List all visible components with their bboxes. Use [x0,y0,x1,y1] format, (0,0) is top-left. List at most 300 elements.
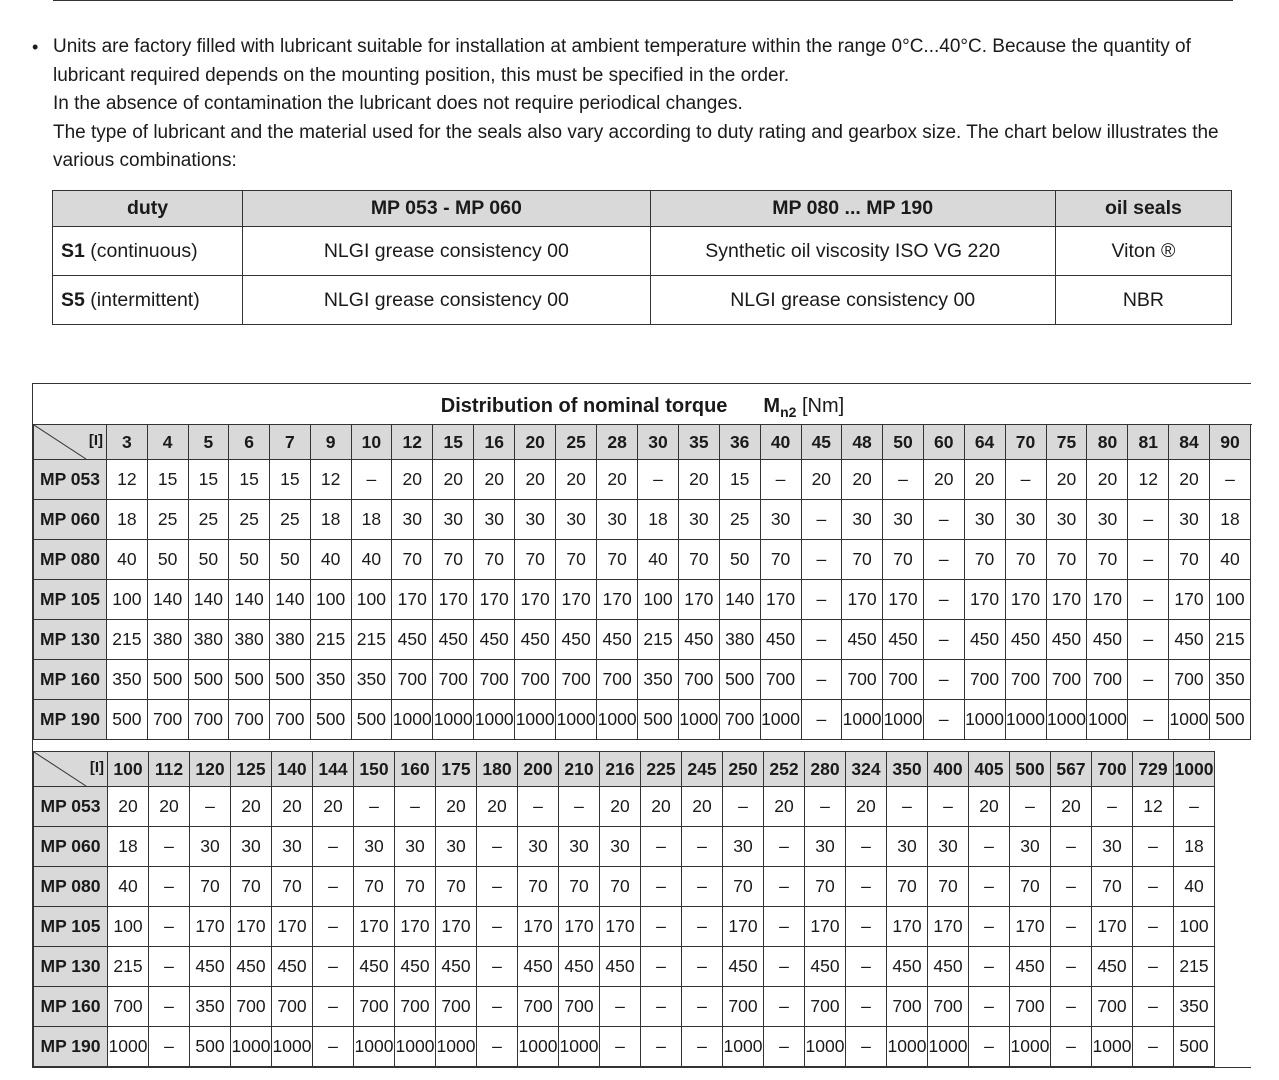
torque-value-cell: 100 [310,580,351,620]
torque-value-cell: 20 [600,787,641,827]
model-name-cell: MP 160 [34,987,108,1027]
torque-value-cell: 100 [107,580,148,620]
torque-value-cell: 70 [1005,540,1046,580]
note-paragraph-3: The type of lubricant and the material used for the seals also vary according to duty rating and gearbox size. The chart below illustrates the various combinations: [53,121,1219,171]
torque-value-cell: 1000 [395,1027,436,1067]
header-oil-seals: oil seals [1055,191,1231,227]
torque-value-cell: 1000 [1168,700,1209,740]
torque-value-cell: – [1128,700,1169,740]
torque-value-cell: 215 [1174,947,1215,987]
torque-value-cell: 30 [272,827,313,867]
ratio-header-cell: 180 [477,752,518,787]
torque-value-cell: – [149,947,190,987]
torque-value-cell: 170 [474,580,515,620]
torque-value-cell: 1000 [272,1027,313,1067]
torque-value-cell: – [1051,907,1092,947]
model-name-cell: MP 080 [34,867,108,907]
torque-value-cell: 500 [1209,700,1250,740]
ratio-header-cell: 90 [1209,425,1250,460]
torque-value-cell: 700 [395,987,436,1027]
torque-value-cell: 70 [887,867,928,907]
torque-value-cell: 170 [1010,907,1051,947]
torque-value-cell: 70 [433,540,474,580]
torque-value-cell: 20 [433,460,474,500]
torque-value-cell: – [760,460,801,500]
torque-value-cell: – [1092,787,1133,827]
torque-value-cell: – [149,827,190,867]
torque-value-cell: 1000 [842,700,883,740]
torque-value-cell: 700 [436,987,477,1027]
header-duty: duty [53,191,243,227]
model-row [34,787,1215,827]
torque-value-cell: – [924,700,965,740]
torque-value-cell: 20 [515,460,556,500]
lubrication-notes [32,33,1262,176]
torque-value-cell: 500 [188,660,229,700]
torque-value-cell: 140 [270,580,311,620]
torque-value-cell: 70 [518,867,559,907]
duty-description: (intermittent) [84,288,200,311]
torque-value-cell: – [801,620,842,660]
torque-value-cell: 450 [964,620,1005,660]
torque-value-cell: 170 [556,580,597,620]
torque-value-cell: 20 [1087,460,1128,500]
ratio-header-cell: 350 [887,752,928,787]
torque-value-cell: 700 [556,660,597,700]
torque-value-cell: 12 [310,460,351,500]
torque-value-cell: 700 [229,700,270,740]
torque-value-cell: – [764,867,805,907]
model-name-cell: MP 053 [34,460,107,500]
ratio-header-cell: 324 [846,752,887,787]
torque-value-cell: 20 [801,460,842,500]
torque-value-cell: – [477,1027,518,1067]
ratio-header-cell: 150 [354,752,395,787]
small-model-lubricant: NLGI grease consistency 00 [243,276,650,325]
ratio-header-cell: 200 [518,752,559,787]
torque-value-cell: 12 [1133,787,1174,827]
torque-value-cell: 20 [477,787,518,827]
torque-value-cell: 70 [964,540,1005,580]
model-name-cell: MP 130 [34,947,108,987]
torque-value-cell: 1000 [678,700,719,740]
torque-value-cell: 1000 [964,700,1005,740]
torque-value-cell: 500 [147,660,188,700]
torque-value-cell: – [641,907,682,947]
torque-value-cell: – [883,460,924,500]
torque-value-cell: 1000 [436,1027,477,1067]
torque-value-cell: – [924,540,965,580]
torque-value-cell: 50 [719,540,760,580]
ratio-header-cell: 35 [678,425,719,460]
note-paragraph-2: In the absence of contamination the lubricant does not require periodical changes. [53,93,743,114]
torque-value-cell: 170 [964,580,1005,620]
model-name-cell: MP 080 [34,540,107,580]
torque-value-cell: 20 [108,787,149,827]
small-model-lubricant: NLGI grease consistency 00 [243,227,650,276]
torque-value-cell: – [149,907,190,947]
torque-value-cell: 170 [1092,907,1133,947]
torque-title-bar [33,384,1252,425]
torque-value-cell: 170 [805,907,846,947]
torque-value-cell: 380 [147,620,188,660]
model-row [34,660,1251,700]
torque-value-cell: – [149,987,190,1027]
torque-value-cell: – [638,460,679,500]
torque-value-cell: 700 [354,987,395,1027]
torque-value-cell: 70 [1010,867,1051,907]
torque-value-cell: – [1133,987,1174,1027]
torque-value-cell: 700 [272,987,313,1027]
torque-value-cell: – [477,907,518,947]
torque-value-cell: 450 [433,620,474,660]
torque-value-cell: – [1128,580,1169,620]
torque-value-cell: 50 [188,540,229,580]
ratio-header-cell: 70 [1005,425,1046,460]
torque-value-cell: – [969,947,1010,987]
torque-value-cell: 40 [351,540,392,580]
torque-value-cell: 70 [231,867,272,907]
torque-value-cell: 700 [559,987,600,1027]
torque-value-cell: 1000 [231,1027,272,1067]
torque-value-cell: 170 [559,907,600,947]
torque-value-cell: 40 [108,867,149,907]
torque-value-cell: 20 [764,787,805,827]
torque-value-cell: 70 [556,540,597,580]
torque-value-cell: 1000 [805,1027,846,1067]
torque-value-cell: – [190,787,231,827]
ratio-header-row [34,425,1251,460]
torque-value-cell: 70 [1087,540,1128,580]
torque-title: Distribution of nominal torque [440,395,728,417]
torque-value-cell: – [354,787,395,827]
torque-value-cell: 170 [1046,580,1087,620]
model-row [34,1027,1215,1067]
torque-value-cell: 40 [1209,540,1250,580]
torque-value-cell: 50 [229,540,270,580]
model-name-cell: MP 160 [34,660,107,700]
model-name-cell: MP 190 [34,700,107,740]
torque-value-cell: 500 [310,700,351,740]
torque-value-cell: 20 [474,460,515,500]
torque-value-cell: – [969,867,1010,907]
torque-value-cell: – [924,660,965,700]
torque-value-cell: 70 [842,540,883,580]
torque-value-cell: 380 [229,620,270,660]
torque-value-cell: 700 [515,660,556,700]
oil-seal-material: NBR [1055,276,1231,325]
model-name-cell: MP 053 [34,787,108,827]
duty-cell [53,276,243,325]
torque-value-cell: 70 [928,867,969,907]
model-name-cell: MP 105 [34,907,108,947]
ratio-header-cell: 30 [638,425,679,460]
torque-value-cell: 215 [351,620,392,660]
torque-value-cell: 30 [556,500,597,540]
torque-value-cell: 18 [310,500,351,540]
ratio-header-cell: 1000 [1174,752,1215,787]
torque-value-cell: 20 [641,787,682,827]
torque-value-cell: 215 [310,620,351,660]
torque-value-cell: 70 [600,867,641,907]
torque-value-cell: 140 [188,580,229,620]
torque-value-cell: – [887,787,928,827]
torque-value-cell: 50 [147,540,188,580]
model-row [34,540,1251,580]
torque-value-cell: – [477,947,518,987]
torque-value-cell: – [928,787,969,827]
torque-value-cell: – [641,867,682,907]
torque-value-cell: 100 [638,580,679,620]
ratio-header-cell: 120 [190,752,231,787]
torque-value-cell: 30 [518,827,559,867]
torque-value-cell: 450 [887,947,928,987]
torque-value-cell: 450 [392,620,433,660]
torque-value-cell: 25 [229,500,270,540]
torque-value-cell: 170 [842,580,883,620]
torque-value-cell: 170 [1168,580,1209,620]
torque-value-cell: 350 [638,660,679,700]
torque-value-cell: – [1174,787,1215,827]
model-row [34,620,1251,660]
ratio-header-cell: 160 [395,752,436,787]
torque-value-cell: 170 [515,580,556,620]
torque-value-cell: 30 [678,500,719,540]
torque-value-cell: 40 [638,540,679,580]
torque-value-cell: 20 [149,787,190,827]
torque-value-cell: 40 [310,540,351,580]
torque-value-cell: 20 [969,787,1010,827]
ratio-header-cell: 64 [964,425,1005,460]
ratio-header-cell: 12 [392,425,433,460]
torque-value-cell: 30 [842,500,883,540]
ratio-header-cell: 80 [1087,425,1128,460]
ratio-header-cell: 84 [1168,425,1209,460]
torque-value-cell: 500 [638,700,679,740]
ratio-header-cell: 250 [723,752,764,787]
torque-value-cell: – [682,827,723,867]
ratio-header-cell: 20 [515,425,556,460]
torque-value-cell: 1000 [723,1027,764,1067]
torque-value-cell: – [969,827,1010,867]
ratio-header-cell: 16 [474,425,515,460]
torque-value-cell: 15 [188,460,229,500]
torque-value-cell: 700 [678,660,719,700]
ratio-header-cell: 700 [1092,752,1133,787]
torque-value-cell: – [1209,460,1250,500]
torque-value-cell: 170 [928,907,969,947]
ratio-header-cell: 75 [1046,425,1087,460]
torque-value-cell: 450 [395,947,436,987]
torque-value-cell: 25 [188,500,229,540]
torque-value-cell: 70 [678,540,719,580]
torque-value-cell: 170 [395,907,436,947]
torque-symbol: $M_{n2}$ [763,395,797,420]
torque-value-cell: 450 [559,947,600,987]
torque-value-cell: 170 [190,907,231,947]
torque-value-cell: 215 [638,620,679,660]
torque-value-cell: 170 [1005,580,1046,620]
torque-value-cell: – [969,1027,1010,1067]
header-large-models: MP 080 ... MP 190 [650,191,1055,227]
torque-value-cell: 70 [474,540,515,580]
torque-value-cell: 170 [392,580,433,620]
model-row [34,907,1215,947]
torque-value-cell: 30 [392,500,433,540]
torque-value-cell: – [682,987,723,1027]
lubricant-row-s1 [53,227,1232,276]
ratio-header-cell: 144 [313,752,354,787]
torque-value-cell: – [846,867,887,907]
torque-value-cell: – [846,907,887,947]
torque-value-cell: – [969,907,1010,947]
torque-value-cell: 20 [682,787,723,827]
torque-value-cell: 70 [354,867,395,907]
torque-value-cell: – [682,907,723,947]
model-row [34,987,1215,1027]
torque-value-cell: 1000 [433,700,474,740]
torque-value-cell: – [351,460,392,500]
torque-value-cell: 350 [1174,987,1215,1027]
model-name-cell: MP 190 [34,1027,108,1067]
torque-value-cell: 450 [1168,620,1209,660]
torque-value-cell: – [313,867,354,907]
torque-value-cell: 170 [436,907,477,947]
torque-value-cell: 215 [107,620,148,660]
torque-value-cell: 70 [515,540,556,580]
ratio-header-cell: 10 [351,425,392,460]
torque-value-cell: 25 [270,500,311,540]
torque-value-cell: 18 [1174,827,1215,867]
torque-value-cell: 70 [760,540,801,580]
torque-value-cell: 12 [1128,460,1169,500]
torque-value-cell: 700 [928,987,969,1027]
torque-value-cell: – [1051,947,1092,987]
torque-value-cell: 20 [846,787,887,827]
torque-value-cell: 70 [1092,867,1133,907]
torque-value-cell: 30 [805,827,846,867]
torque-value-cell: 700 [805,987,846,1027]
ratio-header-cell: 210 [559,752,600,787]
torque-value-cell: 70 [723,867,764,907]
torque-value-cell: – [1133,907,1174,947]
torque-value-cell: 30 [928,827,969,867]
torque-table-ratios-3-90 [33,424,1251,740]
torque-value-cell: 30 [474,500,515,540]
torque-value-cell: – [600,987,641,1027]
torque-value-cell: – [1051,827,1092,867]
torque-value-cell: 380 [188,620,229,660]
ratio-header-cell: 60 [924,425,965,460]
torque-value-cell: 30 [1005,500,1046,540]
torque-value-cell: 100 [351,580,392,620]
torque-value-cell: 1000 [392,700,433,740]
torque-value-cell: 500 [229,660,270,700]
torque-value-cell: – [149,867,190,907]
torque-value-cell: 30 [433,500,474,540]
large-model-lubricant: Synthetic oil viscosity ISO VG 220 [650,227,1055,276]
torque-value-cell: 350 [351,660,392,700]
torque-value-cell: – [1133,947,1174,987]
torque-value-cell: 18 [638,500,679,540]
torque-value-cell: 170 [272,907,313,947]
torque-value-cell: 215 [108,947,149,987]
ratio-header-cell: 140 [272,752,313,787]
torque-value-cell: 1000 [474,700,515,740]
ratio-header-cell: 15 [433,425,474,460]
ratio-header-cell: 175 [436,752,477,787]
torque-value-cell: – [682,947,723,987]
torque-value-cell: – [801,660,842,700]
torque-value-cell: 30 [760,500,801,540]
ratio-header-cell: 125 [231,752,272,787]
ratio-header-cell: 216 [600,752,641,787]
torque-value-cell: 450 [678,620,719,660]
torque-value-cell: 170 [433,580,474,620]
torque-value-cell: 700 [760,660,801,700]
torque-value-cell: 500 [107,700,148,740]
model-row [34,867,1215,907]
torque-value-cell: 170 [600,907,641,947]
torque-value-cell: 700 [1092,987,1133,1027]
torque-value-cell: – [313,1027,354,1067]
torque-value-cell: 1000 [1046,700,1087,740]
torque-value-cell: 500 [270,660,311,700]
header-small-models: MP 053 - MP 060 [243,191,650,227]
torque-value-cell: 700 [392,660,433,700]
model-row [34,500,1251,540]
torque-value-cell: 170 [883,580,924,620]
torque-value-cell: 30 [395,827,436,867]
torque-value-cell: 450 [515,620,556,660]
torque-value-cell: 20 [556,460,597,500]
torque-value-cell: – [764,827,805,867]
torque-distribution-chart [32,383,1251,1068]
torque-value-cell: 30 [559,827,600,867]
torque-value-cell: 700 [270,700,311,740]
torque-value-cell: – [924,620,965,660]
torque-value-cell: 700 [842,660,883,700]
torque-value-cell: – [477,867,518,907]
torque-value-cell: 450 [436,947,477,987]
model-row [34,580,1251,620]
ratio-header-cell: 400 [928,752,969,787]
torque-value-cell: 18 [108,827,149,867]
torque-value-cell: 70 [436,867,477,907]
ratio-header-cell: 45 [801,425,842,460]
torque-value-cell: 700 [1005,660,1046,700]
torque-value-cell: 450 [231,947,272,987]
torque-value-cell: 1000 [108,1027,149,1067]
ratio-header-cell: 36 [719,425,760,460]
torque-value-cell: 20 [842,460,883,500]
torque-value-cell: 500 [351,700,392,740]
torque-value-cell: 170 [760,580,801,620]
torque-value-cell: 450 [190,947,231,987]
torque-value-cell: – [477,827,518,867]
torque-value-cell: 450 [1046,620,1087,660]
ratio-header-cell: 7 [270,425,311,460]
torque-value-cell: 20 [1168,460,1209,500]
ratio-header-cell: 40 [760,425,801,460]
torque-value-cell: 70 [1046,540,1087,580]
lubricant-table-header [53,191,1232,227]
duty-cell [53,227,243,276]
torque-value-cell: 500 [1174,1027,1215,1067]
torque-value-cell: – [801,580,842,620]
ratio-corner-cell [34,425,107,460]
torque-value-cell: – [1128,500,1169,540]
